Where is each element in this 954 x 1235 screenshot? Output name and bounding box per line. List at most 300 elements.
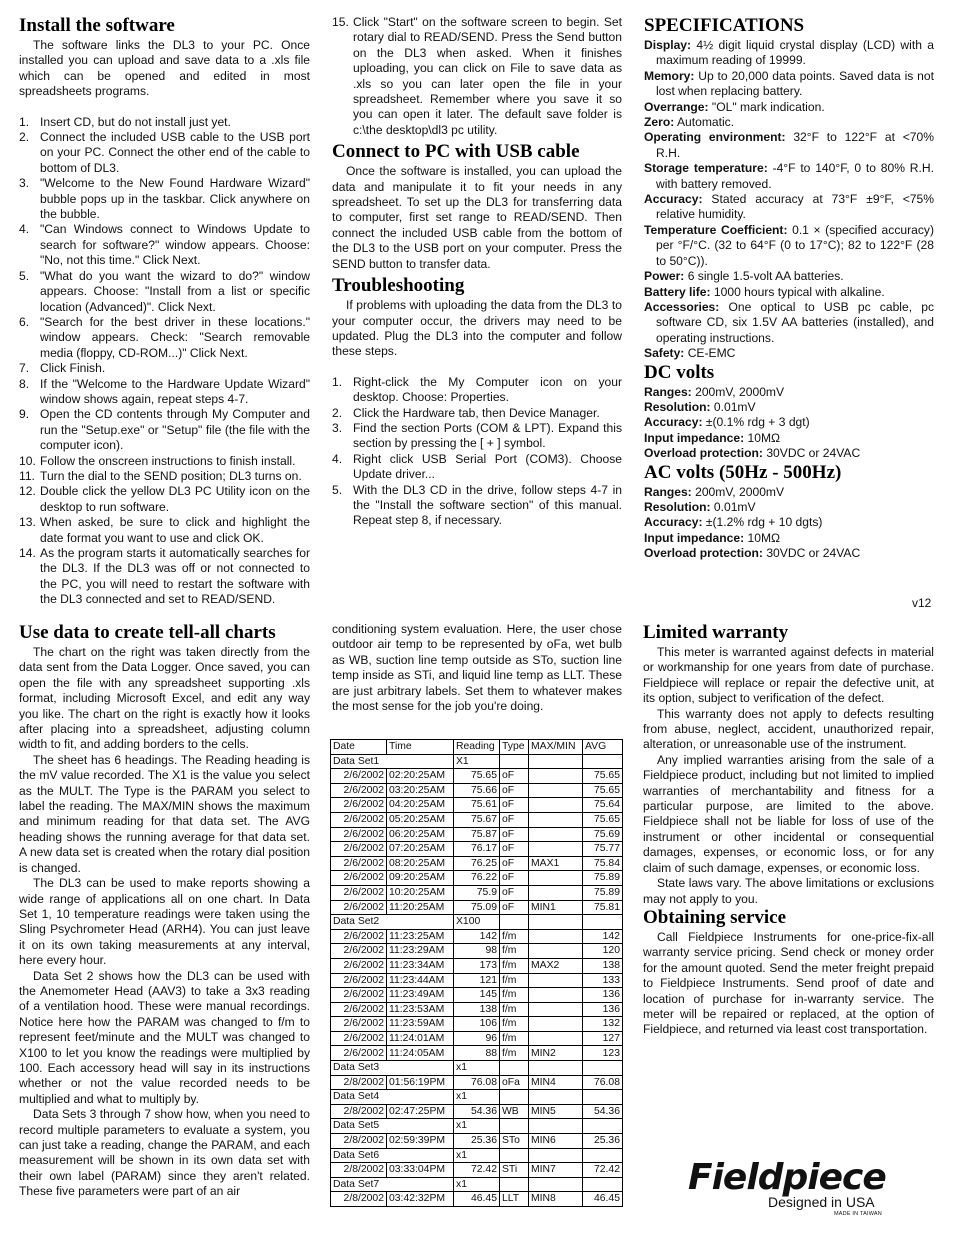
cell-date: 2/6/2002 — [331, 827, 387, 842]
specs-list — [644, 38, 934, 362]
charts-section — [19, 622, 310, 1200]
cell-empty — [583, 754, 623, 769]
table-row — [331, 1134, 623, 1149]
trouble-step-number: 5. — [332, 482, 343, 497]
charts-heading: Use data to create tell-all charts — [19, 622, 276, 643]
acvolts-item-label: Overload protection: — [644, 546, 763, 561]
table-row — [331, 783, 623, 798]
cell-date: 2/6/2002 — [331, 1002, 387, 1017]
table-row — [331, 842, 623, 857]
cell-maxmin: MIN2 — [529, 1046, 583, 1061]
specs-item — [644, 223, 934, 269]
install-step-text: Connect the included USB cable to the USB port on your PC. Connect the other end of the cable to bottom of DL3. — [40, 130, 310, 175]
install-section — [19, 15, 310, 608]
cell-mult: X100 — [454, 915, 500, 930]
install-step-text: "What do you want the wizard to do?" window appears. Choose: "Install from a list or specific location (Advanced)". Click Next. — [40, 268, 310, 314]
charts-para-4: Data Set 2 shows how the DL3 can be used with the Anemometer Head (AAV3) to take a 3x3 reading of a ventilation hood. These were manual recordings. Notice here how the PARAM was changed to f/m to represent feet/minute and the MULT was changed to X100 to let you know the readings were multiplied by 100. Each accessory head will say in its instructions whether or not the value recorded needs to be multiplied and what to multiply by. — [19, 968, 310, 1106]
table-set-row — [331, 915, 623, 930]
install-step-text: "Welcome to the New Found Hardware Wizard" bubble pops up in the taskbar. Click anywhere on the bubble. — [40, 176, 310, 222]
cell-time: 02:47:25PM — [387, 1104, 454, 1119]
dcvolts-item-value: 10MΩ — [747, 430, 781, 445]
specs-item-label: Safety: — [644, 346, 685, 361]
logo-name: Fieldpiece — [688, 1157, 886, 1198]
cell-reading: 75.65 — [454, 769, 500, 784]
cell-type: LLT — [500, 1192, 529, 1207]
cell-date: 2/6/2002 — [331, 885, 387, 900]
col-header-type: Type — [500, 740, 529, 755]
cell-time: 11:23:59AM — [387, 1017, 454, 1032]
cell-maxmin: MAX1 — [529, 856, 583, 871]
specs-item — [644, 285, 934, 300]
trouble-step — [332, 406, 622, 421]
specs-item-value: CE-EMC — [687, 346, 736, 361]
dcvolts-item-value: 200mV, 2000mV — [695, 384, 785, 399]
table-row — [331, 1017, 623, 1032]
table-set-row — [331, 1090, 623, 1105]
cell-type: f/m — [500, 988, 529, 1003]
install-step-text: Click "Start" on the software screen to begin. Set rotary dial to READ/SEND. Press the Send button on the DL3 when asked. When it finishes uploading, you can click on File to save data as .xls so you can later open the file in your spreadsheet. Remember where you save it so you can open it later. The default save folder is c:\the desktop\dl3 pc utility. — [353, 15, 622, 137]
install-step-text: Click Finish. — [40, 361, 106, 376]
cell-maxmin — [529, 827, 583, 842]
specs-item — [644, 192, 934, 223]
install-step — [19, 377, 310, 408]
install-step-text: Follow the onscreen instructions to finish install. — [40, 453, 296, 468]
specs-item-value: 0.1 × (specified accuracy) per °F/°C. (32 to 64°F (0 to 17°C); 82 to 122°F (28 to 50°C)). — [656, 222, 934, 268]
connect-text: Once the software is installed, you can upload the data and manipulate it to fit your needs in any spreadsheet. To set up the DL3 for transferring data to computer, first set range to READ/SEND. Then connect the included USB cable from the bottom of the DL3 to the USB port on your computer. Press the SEND button to transfer data. — [332, 164, 622, 271]
table-row — [331, 1046, 623, 1061]
cell-avg: 136 — [583, 1002, 623, 1017]
specs-item-label: Temperature Coefficient: — [644, 222, 788, 237]
trouble-heading: Troubleshooting — [332, 275, 465, 297]
install-step-number: 12. — [19, 484, 36, 499]
table-row — [331, 885, 623, 900]
cell-reading: 76.08 — [454, 1075, 500, 1090]
cell-date: 2/6/2002 — [331, 842, 387, 857]
install-step — [19, 407, 310, 453]
logo-tagline: Designed in USA — [768, 1194, 875, 1210]
install-step — [19, 115, 310, 130]
table-set-row — [331, 1061, 623, 1076]
cell-set-name: Data Set1 — [331, 754, 454, 769]
cell-maxmin: MIN5 — [529, 1104, 583, 1119]
cell-set-name: Data Set2 — [331, 915, 454, 930]
cell-type: oF — [500, 798, 529, 813]
cell-empty — [583, 1177, 623, 1192]
cell-time: 11:23:29AM — [387, 944, 454, 959]
acvolts-item — [644, 531, 934, 546]
specs-item-value: Stated accuracy at 73°F ±9°F, <75% relative humidity. — [656, 192, 934, 222]
dcvolts-item-value: ±(0.1% rdg + 3 dgt) — [705, 415, 810, 430]
specs-item-value: 1000 hours typical with alkaline. — [713, 284, 885, 299]
cell-avg: 72.42 — [583, 1163, 623, 1178]
cell-time: 11:24:01AM — [387, 1031, 454, 1046]
cell-type: oF — [500, 885, 529, 900]
specs-item-value: 4½ digit liquid crystal display (LCD) with a maximum reading of 19999. — [656, 38, 934, 68]
cell-empty — [500, 1119, 529, 1134]
specs-item — [644, 130, 934, 161]
install-step — [19, 546, 310, 608]
col-header-maxmin: MAX/MIN — [529, 740, 583, 755]
trouble-step-text: Right-click the My Computer icon on your desktop. Choose: Properties. — [353, 374, 622, 405]
specs-column — [644, 15, 934, 562]
table-row — [331, 812, 623, 827]
install-step-number: 2. — [19, 130, 30, 145]
table-row — [331, 827, 623, 842]
dcvolts-item — [644, 446, 934, 461]
cell-date: 2/6/2002 — [331, 900, 387, 915]
charts-para-2: The sheet has 6 headings. The Reading heading is the mV value recorded. The X1 is the value you select as the MULT. The Type is the PARAM you select to label the reading. The MAX/MIN shows the maximum and minimum reading for that data set. The AVG heading shows the running average for that data set. A new data set is created when the rotary dial position is changed. — [19, 752, 310, 875]
cell-type: STi — [500, 1163, 529, 1178]
specs-item-label: Zero: — [644, 115, 675, 130]
acvolts-item-value: 30VDC or 24VAC — [766, 546, 861, 561]
cell-maxmin: MIN6 — [529, 1134, 583, 1149]
trouble-step-text: Find the section Ports (COM & LPT). Expand this section by pressing the [ + ] symbol. — [353, 420, 622, 451]
cell-empty — [529, 1090, 583, 1105]
install-step — [19, 484, 310, 515]
cell-empty — [583, 915, 623, 930]
cell-avg: 25.36 — [583, 1134, 623, 1149]
cell-empty — [500, 1090, 529, 1105]
table-header-row — [331, 740, 623, 755]
cell-reading: 106 — [454, 1017, 500, 1032]
cell-reading: 98 — [454, 944, 500, 959]
cell-mult: X1 — [454, 754, 500, 769]
trouble-step — [332, 483, 622, 529]
cell-avg: 75.84 — [583, 856, 623, 871]
cell-reading: 72.42 — [454, 1163, 500, 1178]
cell-maxmin — [529, 1031, 583, 1046]
trouble-step — [332, 375, 622, 406]
cell-type: oF — [500, 871, 529, 886]
table-row — [331, 1163, 623, 1178]
trouble-step — [332, 452, 622, 483]
specs-item-label: Accuracy: — [644, 192, 703, 207]
cell-avg: 75.65 — [583, 783, 623, 798]
data-table — [330, 739, 623, 1207]
cell-type: oF — [500, 769, 529, 784]
specs-item — [644, 346, 934, 361]
specs-item-label: Memory: — [644, 68, 695, 83]
cell-empty — [583, 1090, 623, 1105]
cell-maxmin: MIN4 — [529, 1075, 583, 1090]
cell-time: 03:33:04PM — [387, 1163, 454, 1178]
acvolts-item — [644, 485, 934, 500]
logo-made-in: MADE IN TAIWAN — [834, 1211, 882, 1217]
cell-type: oF — [500, 783, 529, 798]
install-step — [19, 222, 310, 268]
cell-reading: 76.22 — [454, 871, 500, 886]
dcvolts-item-label: Accuracy: — [644, 415, 703, 430]
cell-reading: 76.25 — [454, 856, 500, 871]
cell-time: 03:42:32PM — [387, 1192, 454, 1207]
table-set-row — [331, 1119, 623, 1134]
cell-empty — [500, 1177, 529, 1192]
install-step-number: 3. — [19, 176, 30, 191]
table-row — [331, 973, 623, 988]
cell-time: 07:20:25AM — [387, 842, 454, 857]
cell-empty — [500, 754, 529, 769]
cell-set-name: Data Set6 — [331, 1148, 454, 1163]
cell-set-name: Data Set3 — [331, 1061, 454, 1076]
install-step-text: As the program starts it automatically searches for the DL3. If the DL3 was off or not connected to the PC, you will need to restart the software with the DL3 connected and set to READ/SEND. — [40, 546, 310, 607]
cell-maxmin — [529, 842, 583, 857]
cell-reading: 76.17 — [454, 842, 500, 857]
cell-date: 2/6/2002 — [331, 1031, 387, 1046]
cell-avg: 75.65 — [583, 812, 623, 827]
dcvolts-list — [644, 385, 934, 462]
cell-type: f/m — [500, 1017, 529, 1032]
warranty-para-3: Any implied warranties arising from the sale of a Fieldpiece product, including but not limited to implied warranties of merchantability and fitness for a particular purpose, are limited to the above. Fieldpiece shall not be liable for loss of use of the instrument or other incidental or consequential damages, expenses, or economic loss, or for any claim of such damage, expenses, or economic loss. — [643, 752, 934, 875]
fieldpiece-logo — [688, 1158, 888, 1220]
specs-item-label: Storage temperature: — [644, 161, 768, 176]
cell-empty — [583, 1061, 623, 1076]
cell-date: 2/6/2002 — [331, 812, 387, 827]
cell-reading: 46.45 — [454, 1192, 500, 1207]
cell-avg: 75.89 — [583, 871, 623, 886]
cell-time: 11:20:25AM — [387, 900, 454, 915]
cell-date: 2/6/2002 — [331, 769, 387, 784]
cell-maxmin — [529, 944, 583, 959]
cell-date: 2/8/2002 — [331, 1075, 387, 1090]
cell-time: 11:23:53AM — [387, 1002, 454, 1017]
warranty-para-1: This meter is warranted against defects in material or workmanship for one years from date of purchase. Fieldpiece will replace or repair the defective unit, at its option, subject to verification of the defect. — [643, 645, 934, 706]
cell-mult: x1 — [454, 1119, 500, 1134]
cell-date: 2/8/2002 — [331, 1104, 387, 1119]
cell-mult: x1 — [454, 1177, 500, 1192]
install-step — [19, 454, 310, 469]
cell-time: 05:20:25AM — [387, 812, 454, 827]
cell-date: 2/8/2002 — [331, 1163, 387, 1178]
cell-reading: 138 — [454, 1002, 500, 1017]
warranty-heading: Limited warranty — [643, 622, 789, 643]
cell-type: oF — [500, 856, 529, 871]
specs-item — [644, 38, 934, 69]
cell-avg: 142 — [583, 929, 623, 944]
cell-maxmin: MIN1 — [529, 900, 583, 915]
cell-empty — [529, 915, 583, 930]
cell-type: f/m — [500, 1002, 529, 1017]
cell-avg: 120 — [583, 944, 623, 959]
install-step — [19, 130, 310, 176]
cell-time: 01:56:19PM — [387, 1075, 454, 1090]
cell-mult: x1 — [454, 1090, 500, 1105]
table-row — [331, 1002, 623, 1017]
cell-date: 2/6/2002 — [331, 958, 387, 973]
cell-avg: 75.65 — [583, 769, 623, 784]
cell-time: 06:20:25AM — [387, 827, 454, 842]
cell-empty — [529, 1148, 583, 1163]
install-step — [19, 469, 310, 484]
cell-time: 11:24:05AM — [387, 1046, 454, 1061]
cell-maxmin — [529, 783, 583, 798]
cell-maxmin: MIN8 — [529, 1192, 583, 1207]
cell-empty — [529, 1061, 583, 1076]
acvolts-item — [644, 546, 934, 561]
cell-empty — [500, 915, 529, 930]
table-row — [331, 929, 623, 944]
cell-reading: 121 — [454, 973, 500, 988]
acvolts-item-value: ±(1.2% rdg + 10 dgts) — [705, 515, 823, 530]
install-step-number: 13. — [19, 515, 36, 530]
cell-maxmin — [529, 1002, 583, 1017]
install-step — [19, 269, 310, 315]
cell-maxmin — [529, 871, 583, 886]
cell-avg: 132 — [583, 1017, 623, 1032]
cell-time: 09:20:25AM — [387, 871, 454, 886]
cell-reading: 75.61 — [454, 798, 500, 813]
cell-avg: 46.45 — [583, 1192, 623, 1207]
charts-para-5: Data Sets 3 through 7 show how, when you need to record multiple parameters to evaluate a system, you can just take a reading, change the PARAM, and each measurement will be shown in its own data set with their own label (PARAM) since they aren't related. These five parameters were part of an air — [19, 1107, 310, 1199]
cell-time: 11:23:49AM — [387, 988, 454, 1003]
cell-time: 10:20:25AM — [387, 885, 454, 900]
cell-maxmin — [529, 798, 583, 813]
cell-avg: 75.81 — [583, 900, 623, 915]
specs-heading: SPECIFICATIONS — [644, 15, 805, 36]
cell-maxmin: MAX2 — [529, 958, 583, 973]
install-step — [19, 176, 310, 222]
dcvolts-item-label: Overload protection: — [644, 446, 763, 461]
charts-para-3: The DL3 can be used to make reports showing a wide range of applications all on one chart. In Data Set 1, 10 temperature readings were taken using the Sling Psychrometer Head (ARH4). You can just leave it on its own taking measurements at any interval, here every hour. — [19, 876, 310, 968]
cell-maxmin — [529, 1017, 583, 1032]
cell-time: 04:20:25AM — [387, 798, 454, 813]
table-row — [331, 856, 623, 871]
cell-time: 11:23:25AM — [387, 929, 454, 944]
cell-reading: 173 — [454, 958, 500, 973]
cell-date: 2/6/2002 — [331, 988, 387, 1003]
cell-date: 2/6/2002 — [331, 871, 387, 886]
charts-para-1: The chart on the right was taken directly from the data sent from the Data Logger. Once saved, you can open the file with any spreadsheet supporting .xls format, including Microsoft Excel, and edit any way you like. The chart on the right is exactly how it looks after placing into a spreadsheet, adjusting column width to fit, and adding borders to the cells. — [19, 645, 310, 752]
cell-type: oF — [500, 842, 529, 857]
table-row — [331, 769, 623, 784]
install-step-number: 1. — [19, 114, 30, 129]
install-step — [19, 361, 310, 376]
specs-item — [644, 300, 934, 346]
cell-mult: x1 — [454, 1148, 500, 1163]
specs-item — [644, 161, 934, 192]
specs-item-value: Automatic. — [676, 115, 735, 130]
install-steps-continued — [332, 15, 622, 138]
cell-reading: 142 — [454, 929, 500, 944]
cell-empty — [583, 1148, 623, 1163]
trouble-step-text: With the DL3 CD in the drive, follow steps 4-7 in the "Install the software section" of this manual. Repeat step 8, if necessary. — [353, 482, 622, 528]
specs-item-label: Battery life: — [644, 284, 711, 299]
install-step-number: 15. — [332, 15, 349, 29]
cell-avg: 133 — [583, 973, 623, 988]
trouble-intro: If problems with uploading the data from the DL3 to your computer occur, the drivers may need to be updated. Plug the DL3 into the computer and follow these steps. — [332, 298, 622, 359]
acvolts-item-value: 10MΩ — [747, 530, 781, 545]
cell-maxmin — [529, 929, 583, 944]
col-header-time: Time — [387, 740, 454, 755]
cell-avg: 76.08 — [583, 1075, 623, 1090]
specs-item — [644, 69, 934, 100]
cell-empty — [529, 1119, 583, 1134]
table-row — [331, 1192, 623, 1207]
cell-time: 02:20:25AM — [387, 769, 454, 784]
acvolts-item-label: Accuracy: — [644, 515, 703, 530]
cell-date: 2/6/2002 — [331, 1046, 387, 1061]
install-steps-list — [19, 115, 310, 608]
middle-top-column — [332, 15, 622, 529]
cell-avg: 127 — [583, 1031, 623, 1046]
install-step-text: Double click the yellow DL3 PC Utility icon on the desktop to run software. — [40, 484, 310, 514]
cell-date: 2/6/2002 — [331, 856, 387, 871]
cell-date: 2/6/2002 — [331, 944, 387, 959]
warranty-column — [643, 622, 934, 1038]
table-body — [331, 754, 623, 1206]
cell-avg: 123 — [583, 1046, 623, 1061]
specs-item — [644, 100, 934, 115]
cell-reading: 75.9 — [454, 885, 500, 900]
cell-type: STo — [500, 1134, 529, 1149]
cell-date: 2/6/2002 — [331, 973, 387, 988]
cell-date: 2/8/2002 — [331, 1192, 387, 1207]
col-header-reading: Reading — [454, 740, 500, 755]
cell-type: oF — [500, 812, 529, 827]
dcvolts-item-label: Input impedance: — [644, 430, 745, 445]
cell-type: oF — [500, 827, 529, 842]
cell-type: WB — [500, 1104, 529, 1119]
cell-maxmin — [529, 812, 583, 827]
table-row — [331, 958, 623, 973]
install-step-text: Open the CD contents through My Computer and run the "Setup.exe" or "Setup" file (the file with the computer icon). — [40, 407, 310, 453]
table-set-row — [331, 1177, 623, 1192]
cell-time: 03:20:25AM — [387, 783, 454, 798]
cell-reading: 145 — [454, 988, 500, 1003]
table-set-row — [331, 1148, 623, 1163]
install-step-number: 10. — [19, 453, 36, 468]
cell-time: 11:23:34AM — [387, 958, 454, 973]
col-header-avg: AVG — [583, 740, 623, 755]
install-step-text: Insert CD, but do not install just yet. — [40, 114, 231, 129]
specs-item-label: Operating environment: — [644, 130, 786, 145]
trouble-step-number: 3. — [332, 420, 343, 435]
cell-type: oF — [500, 900, 529, 915]
cell-maxmin — [529, 769, 583, 784]
cell-time: 08:20:25AM — [387, 856, 454, 871]
specs-item-value: -4°F to 140°F, 0 to 80% R.H. with battery removed. — [656, 161, 934, 191]
specs-item-value: "OL" mark indication. — [711, 99, 825, 114]
install-step-number: 9. — [19, 407, 30, 422]
acvolts-item-label: Input impedance: — [644, 530, 745, 545]
acvolts-list — [644, 485, 934, 562]
acvolts-item-value: 0.01mV — [713, 499, 756, 514]
specs-item-label: Overrange: — [644, 99, 709, 114]
dcvolts-item — [644, 415, 934, 430]
install-step-number: 6. — [19, 314, 30, 329]
charts-continued-text: conditioning system evaluation. Here, the user chose outdoor air temp to be represented by oFa, wet bulb as WB, suction line temp outside as STo, suction line temp inside as STi, and liquid line temp as LLT. These are just arbitrary labels. Set them to whatever makes the most sense for the job you're doing. — [332, 622, 622, 714]
cell-date: 2/6/2002 — [331, 798, 387, 813]
charts-continued — [332, 622, 622, 714]
warranty-para-4: State laws vary. The above limitations or exclusions may not apply to you. — [643, 876, 934, 906]
install-step-text: Turn the dial to the SEND position; DL3 turns on. — [40, 468, 302, 483]
acvolts-item — [644, 500, 934, 515]
table-row — [331, 1104, 623, 1119]
cell-avg: 138 — [583, 958, 623, 973]
dcvolts-item-value: 30VDC or 24VAC — [766, 446, 861, 461]
table-row — [331, 871, 623, 886]
dcvolts-item-label: Ranges: — [644, 384, 692, 399]
specs-item — [644, 115, 934, 130]
service-heading: Obtaining service — [643, 906, 787, 928]
cell-set-name: Data Set4 — [331, 1090, 454, 1105]
specs-item — [644, 269, 934, 284]
cell-set-name: Data Set7 — [331, 1177, 454, 1192]
cell-reading: 75.67 — [454, 812, 500, 827]
version-label: v12 — [912, 596, 932, 610]
cell-empty — [583, 1119, 623, 1134]
install-step — [19, 315, 310, 361]
cell-reading: 75.66 — [454, 783, 500, 798]
